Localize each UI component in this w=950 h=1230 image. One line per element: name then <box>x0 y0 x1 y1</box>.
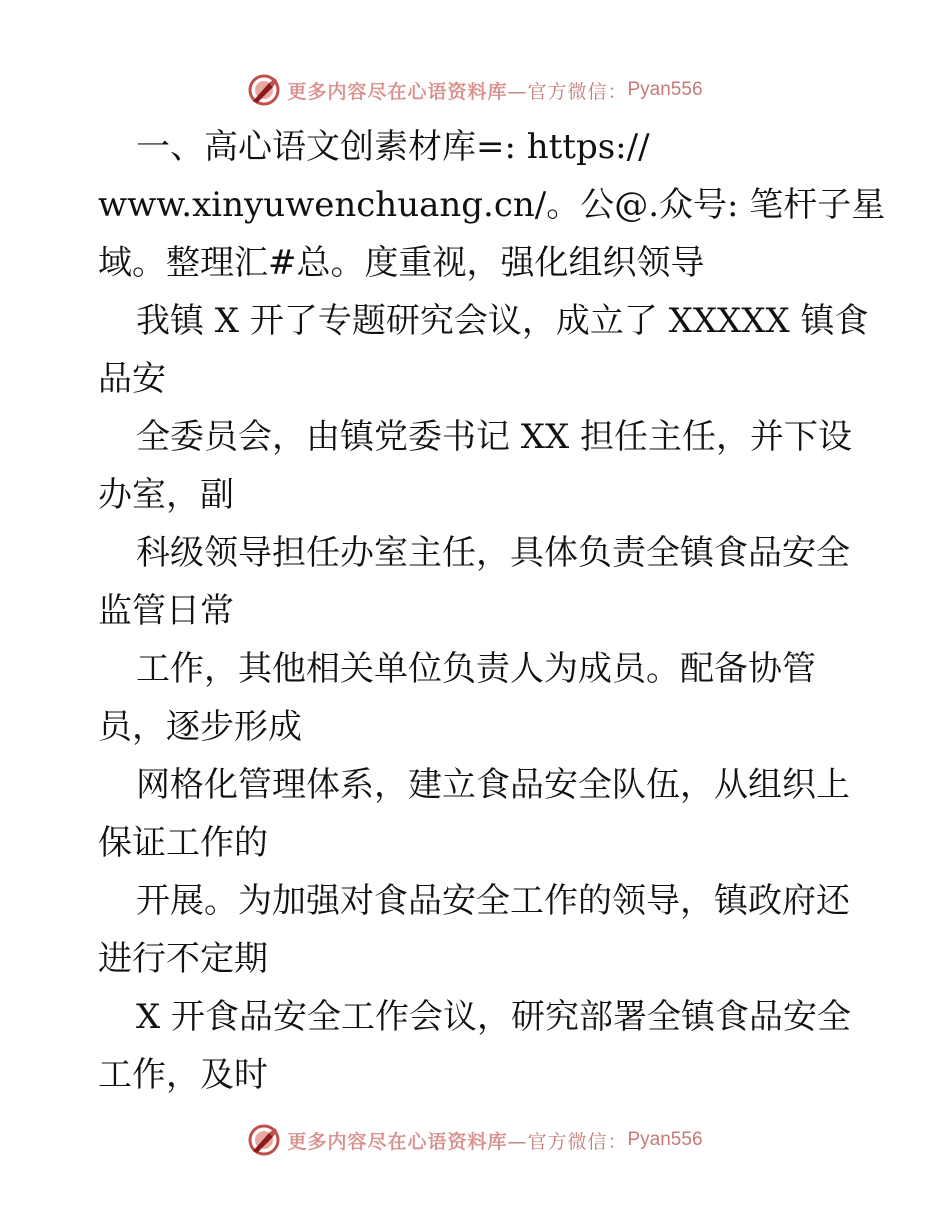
banner-main-text: 更多内容尽在心语资料库 <box>287 1130 508 1153</box>
header-banner <box>0 70 950 110</box>
text-line: 域。整理汇#总。度重视，强化组织领导 <box>98 243 705 283</box>
pen-logo-icon <box>247 1123 281 1157</box>
text-line: 网格化管理体系，建立食品安全队伍，从组织上 <box>136 765 850 805</box>
banner-wechat-id: Pyan556 <box>627 79 703 100</box>
text-line: 办室，副 <box>98 475 234 515</box>
banner-sub-text: —官方微信： <box>507 1130 628 1153</box>
text-line: 我镇 X 开了专题研究会议，成立了 XXXXX 镇食 <box>136 301 869 341</box>
text-line: 科级领导担任办室主任，具体负责全镇食品安全 <box>136 533 850 573</box>
banner-sub-text: —官方微信： <box>507 80 628 103</box>
text-line: X 开食品安全工作会议，研究部署全镇食品安全 <box>136 997 852 1037</box>
text-line: 保证工作的 <box>98 823 268 863</box>
text-line: 工作，其他相关单位负责人为成员。配备协管 <box>136 649 816 689</box>
text-line: 开展。为加强对食品安全工作的领导，镇政府还 <box>136 881 850 921</box>
footer-banner <box>0 1120 950 1160</box>
text-line: www.xinyuwenchuang.cn/。公@.众号: 笔杆子星 <box>98 185 886 225</box>
text-line: 全委员会，由镇党委书记 XX 担任主任，并下设 <box>136 417 853 457</box>
text-line: 一、高心语文创素材库=: https:// <box>136 127 650 167</box>
text-line: 品安 <box>98 359 166 399</box>
text-line: 监管日常 <box>98 591 234 631</box>
body-text <box>98 118 886 1104</box>
text-line: 员，逐步形成 <box>98 707 302 747</box>
text-line: 进行不定期 <box>98 939 268 979</box>
banner-main-text: 更多内容尽在心语资料库 <box>287 80 508 103</box>
pen-logo-icon <box>247 73 281 107</box>
text-line: 工作，及时 <box>98 1055 268 1095</box>
banner-wechat-id: Pyan556 <box>627 1129 703 1150</box>
